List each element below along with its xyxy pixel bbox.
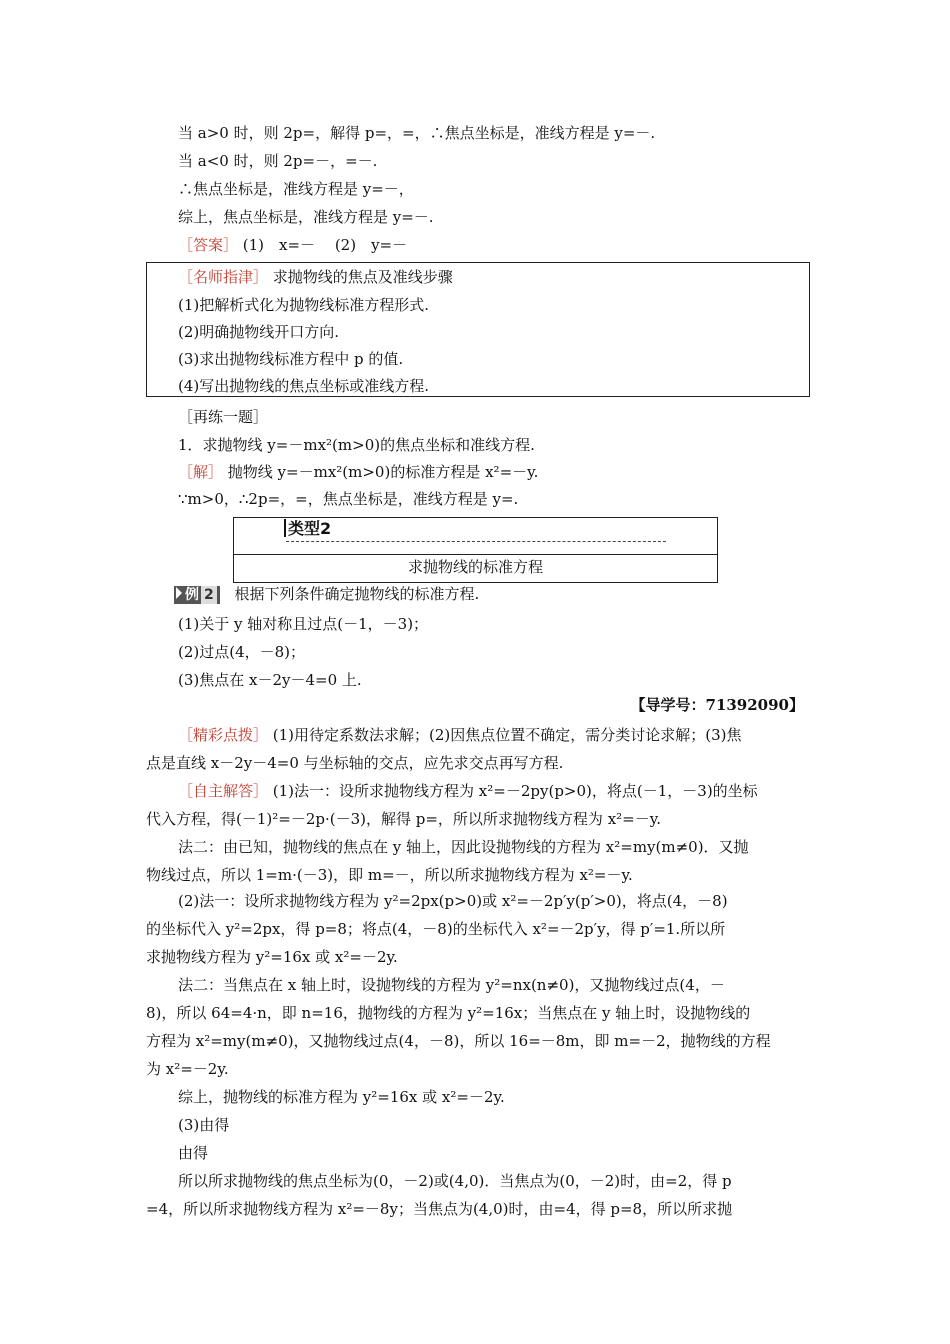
tip-title: 求抛物线的焦点及准线步骤: [268, 268, 453, 286]
self-solution-tag: ［自主解答］: [178, 782, 269, 800]
solution-line: 求抛物线方程为 y²=16x 或 x²=－2y.: [146, 948, 398, 966]
tip-title-line: [178, 268, 453, 286]
solution-line: 法二：当焦点在 x 轴上时，设抛物线的方程为 y²=nx(n≠0)，又抛物线过点(4，－: [178, 976, 725, 994]
tip-item: (4)写出抛物线的焦点坐标或准线方程.: [178, 377, 430, 395]
answer-tag: ［答案］: [178, 236, 239, 254]
practice-solution-text: 抛物线 y=－mx²(m>0)的标准方程是 x²=－y.: [223, 463, 539, 481]
example-condition: (1)关于 y 轴对称且过点(－1，－3)；: [178, 615, 429, 633]
tip-item: (1)把解析式化为抛物线标准方程形式.: [178, 296, 430, 314]
tip-item: (2)明确抛物线开口方向.: [178, 323, 340, 341]
solution-line: 法二：由已知，抛物线的焦点在 y 轴上，因此设抛物线的方程为 x²=my(m≠0)．又抛: [178, 838, 749, 856]
solution-line: [178, 782, 758, 800]
type-heading: [284, 518, 331, 540]
divider: [234, 554, 717, 555]
solution-line: 的坐标代入 y²=2px，得 p=8；将点(4，－8)的坐标代入 x²=－2p′y，得 p′=1.所以所: [146, 920, 726, 938]
hint-line: [178, 726, 742, 744]
type-box: [233, 517, 718, 583]
solution-line: 方程为 x²=my(m≠0)，又抛物线过点(4，－8)，所以 16=－8m，即 m=－2，抛物线的方程: [146, 1032, 771, 1050]
practice-solution-line: [178, 463, 538, 481]
hint-text: (1)用待定系数法求解；(2)因焦点位置不确定，需分类讨论求解；(3)焦: [268, 726, 742, 744]
example-stem-line: [174, 585, 479, 604]
solution-line: 物线过点，所以 1=m·(－3)，即 m=－，所以所求抛物线方程为 x²=－y.: [146, 866, 633, 884]
practice-header: ［再练一题］: [178, 408, 269, 426]
example-condition: (2)过点(4，－8)；: [178, 643, 306, 661]
solution-line: (2)法一：设所求抛物线方程为 y²=2px(p>0)或 x²=－2p′y(p′>0)，将点(4，－8): [178, 892, 728, 910]
example-badge: [174, 586, 220, 604]
type-heading-text: 类型2: [288, 519, 332, 538]
tip-tag: ［名师指津］: [178, 268, 269, 286]
reference-number: 【导学号：71392090】: [630, 696, 804, 714]
solution-line: (3)由得: [178, 1116, 230, 1134]
solution-tag: ［解］: [178, 463, 224, 481]
practice-solution-line: ∵m>0，∴2p=，=，焦点坐标是，准线方程是 y=.: [178, 490, 519, 508]
text-line: 当 a>0 时，则 2p=，解得 p=，=，∴焦点坐标是，准线方程是 y=－.: [178, 124, 656, 142]
solution-line: 由得: [178, 1144, 209, 1162]
solution-text: (1)法一：设所求抛物线方程为 x²=－2py(p>0)，将点(－1，－3)的坐标: [268, 782, 758, 800]
solution-line: 8)，所以 64=4·n，即 n=16，抛物线的方程为 y²=16x；当焦点在 y 轴上时，设抛物线的: [146, 1004, 751, 1022]
practice-question: 1．求抛物线 y=－mx²(m>0)的焦点坐标和准线方程.: [178, 436, 535, 454]
example-badge-label: 例: [185, 587, 199, 603]
solution-line: =4，所以所求抛物线方程为 x²=－8y；当焦点为(4,0)时，由=4，得 p=8，所以所求抛: [146, 1200, 733, 1218]
triangle-icon: [176, 587, 182, 599]
text-line: 综上，焦点坐标是，准线方程是 y=－.: [178, 208, 434, 226]
example-condition: (3)焦点在 x－2y－4=0 上.: [178, 671, 362, 689]
type-subtitle: 求抛物线的标准方程: [407, 558, 543, 576]
example-badge-number: 2: [201, 586, 217, 604]
solution-line: 为 x²=－2y.: [146, 1060, 229, 1078]
answer-text: (1) x=－ (2) y=－: [238, 236, 408, 254]
text-line: ∴焦点坐标是，准线方程是 y=－，: [178, 180, 414, 198]
solution-line: 综上，抛物线的标准方程为 y²=16x 或 x²=－2y.: [178, 1088, 505, 1106]
heading-bar: [284, 519, 286, 537]
solution-line: 所以所求抛物线的焦点坐标为(0，－2)或(4,0)．当焦点为(0，－2)时，由=2，得 p: [178, 1172, 732, 1190]
dashed-divider: [286, 541, 666, 542]
hint-line: 点是直线 x－2y－4=0 与坐标轴的交点，应先求交点再写方程.: [146, 754, 564, 772]
solution-line: 代入方程，得(－1)²=－2p·(－3)，解得 p=，所以所求抛物线方程为 x²=－y.: [146, 810, 661, 828]
text-line: 当 a<0 时，则 2p=－，=－.: [178, 152, 378, 170]
tip-item: (3)求出抛物线标准方程中 p 的值.: [178, 350, 404, 368]
answer-line: [178, 236, 407, 254]
example-stem: 根据下列条件确定抛物线的标准方程.: [234, 585, 480, 603]
hint-tag: ［精彩点拨］: [178, 726, 269, 744]
